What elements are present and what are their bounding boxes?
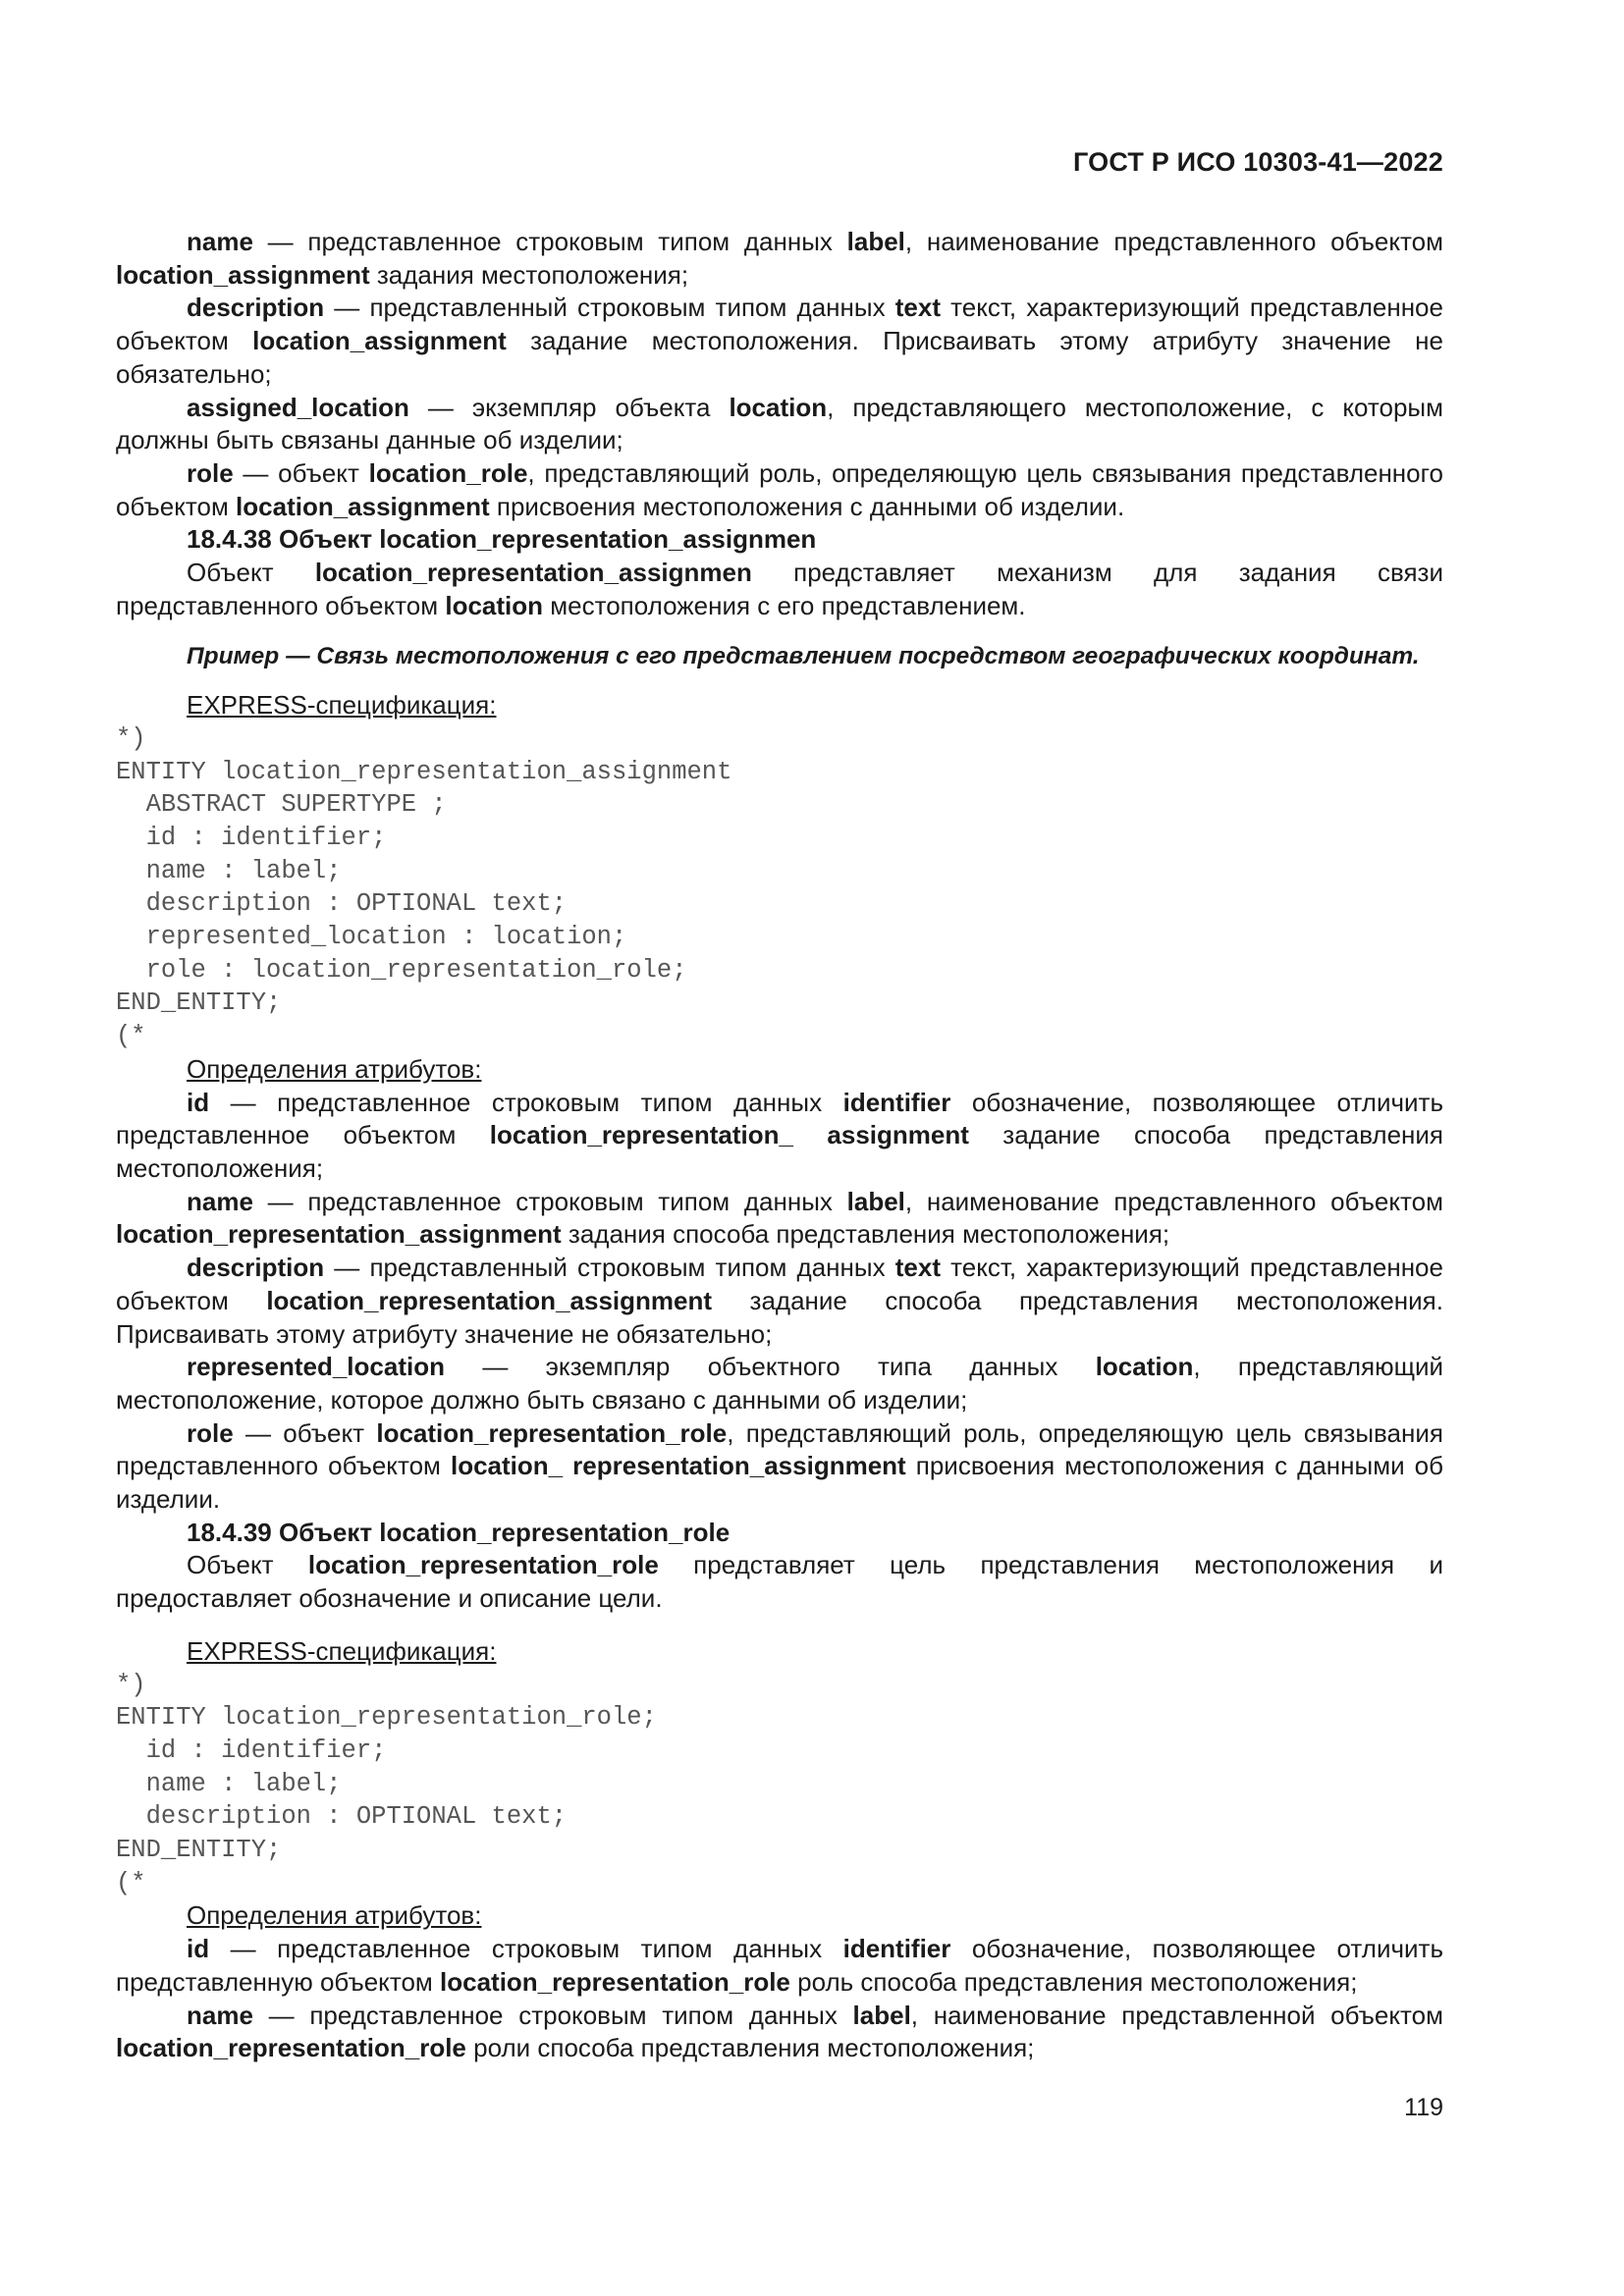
attr-paragraph-name: name — представленное строковым типом данных label, наименование представленного объектом location_representation_assignment задания способа представления местоположения; xyxy=(116,1186,1443,1250)
attr-definitions-label-38: Определения атрибутов: xyxy=(187,1053,482,1084)
attr-paragraph-assigned-location: assigned_location — экземпляр объекта location, представляющего местоположение, с которым должны быть связаны данные об изделии; xyxy=(116,392,1443,455)
attr-paragraph-id: id — представленное строковым типом данных identifier обозначение, позволяющее отличить представленную объектом location_representation_role роль способа представления местоположения; xyxy=(116,1934,1443,1997)
spacer xyxy=(116,1616,1443,1635)
section-heading-38: 18.4.38 Объект location_representation_assignmen xyxy=(187,524,817,555)
express-code-38: *) ENTITY location_representation_assignment ABSTRACT SUPERTYPE ; id : identifier; name : label; description : OPTIONAL text; represented_location : location; role : location_representation_role; END_ENTITY; (* xyxy=(116,723,732,1051)
attr-paragraph-description: description — представленный строковым типом данных text текст, характеризующий представленное объектом location_representation_assignment задание способа представления местоположения. Присваивать этому атрибуту значение не обязательно; xyxy=(116,1253,1443,1349)
attr-definitions-label-39: Определения атрибутов: xyxy=(187,1900,482,1931)
attr-paragraph-name: name — представленное строковым типом данных label, наименование представленного объектом location_assignment задания местоположения; xyxy=(116,227,1443,290)
example-note: Пример — Связь местоположения с его представлением посредством географических координат. xyxy=(187,643,1420,670)
attr-paragraph-name: name — представленное строковым типом данных label, наименование представленной объектом location_representation_role роли способа представления местоположения; xyxy=(116,2000,1443,2063)
page-number: 119 xyxy=(1404,2094,1443,2121)
document-body xyxy=(116,226,1443,2065)
attr-paragraph-role: role — объект location_representation_role, представляющий роль, определяющую цель связывания представленного объектом location_ representation_assignment присвоения местоположения с данными об изделии. xyxy=(116,1417,1444,1515)
document-page xyxy=(116,0,1443,2296)
section-description-38: Объект location_representation_assignmen представляет механизм для задания связи представленного объектом location местоположения с его представлением. xyxy=(116,558,1443,620)
attr-paragraph-description: description — представленный строковым типом данных text текст, характеризующий представленное объектом location_assignment задание местоположения. Присваивать этому атрибуту значение не обязательно; xyxy=(116,293,1443,389)
section-description-39: Объект location_representation_role представляет цель представления местоположения и предоставляет обозначение и описание цели. xyxy=(116,1550,1443,1614)
express-spec-label-38: EXPRESS-спецификация: xyxy=(187,690,497,721)
express-spec-label-39: EXPRESS-спецификация: xyxy=(187,1635,497,1666)
attr-paragraph-id: id — представленное строковым типом данных identifier обозначение, позволяющее отличить представленное объектом location_representation_ assignment задание способа представления местоположения; xyxy=(116,1087,1443,1183)
express-code-39: *) ENTITY location_representation_role; id : identifier; name : label; description : OPTIONAL text; END_ENTITY; (* xyxy=(116,1670,657,1897)
section-heading-39: 18.4.39 Объект location_representation_role xyxy=(187,1517,731,1547)
document-header: ГОСТ Р ИСО 10303-41—2022 xyxy=(1073,147,1443,177)
attr-paragraph-represented-location: represented_location — экземпляр объектного типа данных location, представляющий местоположение, которое должно быть связано с данными об изделии; xyxy=(116,1352,1444,1415)
attr-paragraph-role: role — объект location_role, представляющий роль, определяющую цель связывания представленного объектом location_assignment присвоения местоположения с данными об изделии. xyxy=(116,457,1443,521)
